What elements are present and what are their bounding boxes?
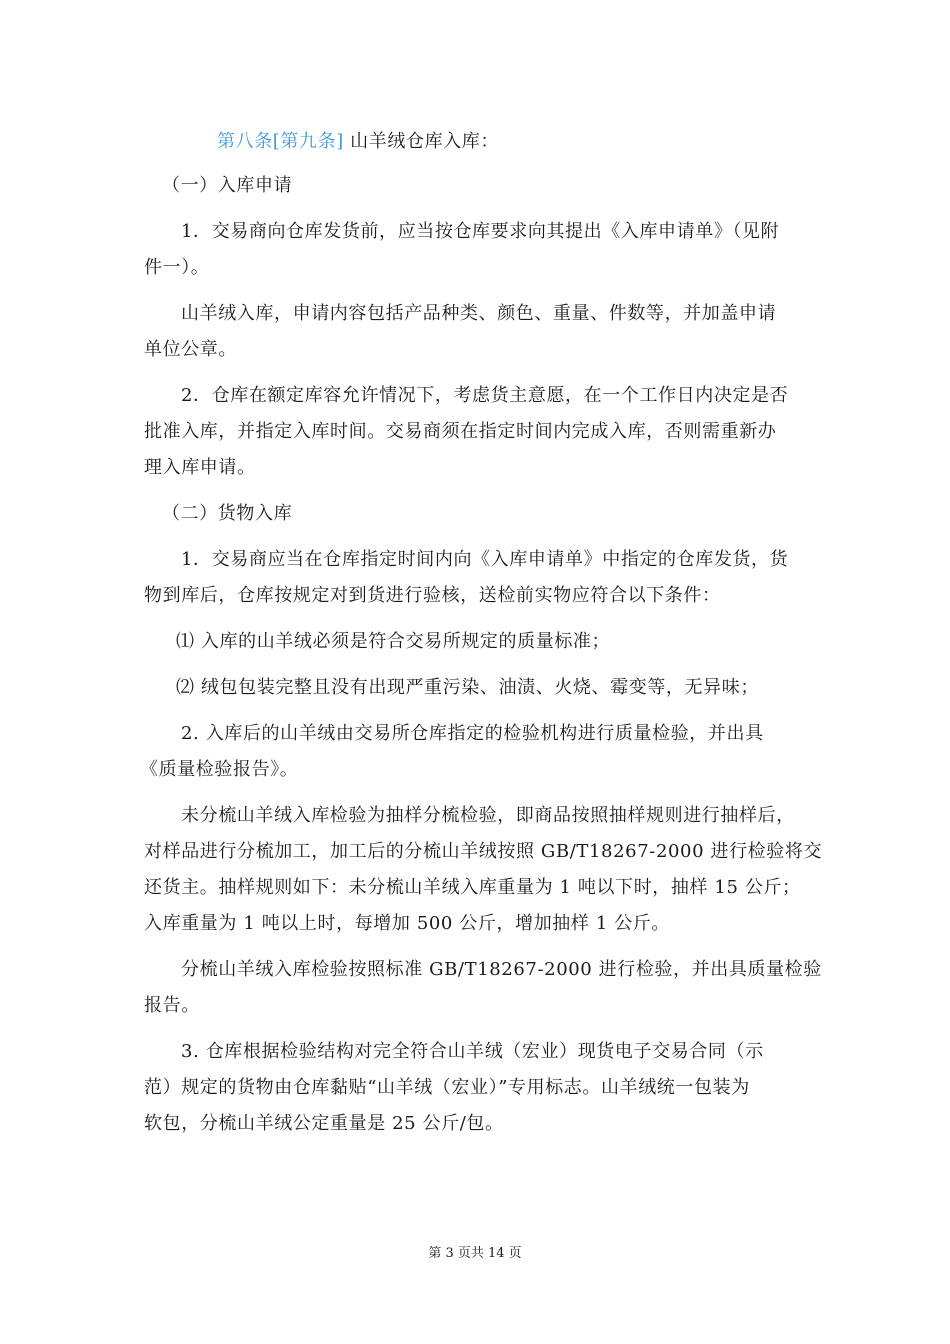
s2-para-4-line-1: 分梳山羊绒入库检验按照标准 GB/T18267-2000 进行检验，并出具质量检验	[181, 959, 822, 980]
s2-para-5-line-1: 3. 仓库根据检验结构对完全符合山羊绒（宏业）现货电子交易合同（示	[181, 1041, 764, 1062]
s2-condition-2: ⑵ 绒包包装完整且没有出现严重污染、油渍、火烧、霉变等，无异味；	[176, 677, 759, 698]
s2-condition-1: ⑴ 入库的山羊绒必须是符合交易所规定的质量标准；	[176, 631, 611, 652]
article-heading	[217, 130, 499, 154]
page-number-footer: 第 3 页共 14 页	[428, 1246, 522, 1261]
s2-para-2-line-2: 《质量检验报告》。	[140, 759, 299, 780]
s2-para-3-line-2: 对样品进行分梳加工，加工后的分梳山羊绒按照 GB/T18267-2000 进行检验将交	[144, 841, 823, 862]
s2-para-1-line-1: 1．交易商应当在仓库指定时间内向《入库申请单》中指定的仓库发货，货	[181, 549, 789, 570]
s2-para-1-line-2: 物到库后，仓库按规定对到货进行验核，送检前实物应符合以下条件：	[144, 585, 721, 606]
s2-para-4-line-2: 报告。	[144, 995, 200, 1016]
s1-para-2-line-1: 山羊绒入库，申请内容包括产品种类、颜色、重量、件数等，并加盖申请	[181, 303, 777, 324]
s2-para-3-line-3: 还货主。抽样规则如下：未分梳山羊绒入库重量为 1 吨以下时，抽样 15 公斤；	[144, 877, 801, 898]
s1-para-2-line-2: 单位公章。	[144, 339, 237, 360]
s1-para-3-line-2: 批准入库，并指定入库时间。交易商须在指定时间内完成入库，否则需重新办	[144, 421, 777, 442]
s2-para-3-line-4: 入库重量为 1 吨以上时，每增加 500 公斤，增加抽样 1 公斤。	[144, 913, 670, 934]
article-title: 山羊绒仓库入库：	[343, 131, 499, 152]
s2-para-5-line-2: 范）规定的货物由仓库黏贴“山羊绒（宏业）”专用标志。山羊绒统一包装为	[144, 1077, 750, 1098]
s2-para-3-line-1: 未分梳山羊绒入库检验为抽样分梳检验，即商品按照抽样规则进行抽样后，	[181, 805, 795, 826]
article-number-link[interactable]: 第八条[第九条]	[217, 131, 344, 152]
s1-para-1-line-2: 件一）。	[144, 257, 210, 278]
s1-para-3-line-3: 理入库申请。	[144, 457, 256, 478]
s1-para-3-line-1: 2．仓库在额定库容允许情况下，考虑货主意愿，在一个工作日内决定是否	[181, 385, 789, 406]
section-1-title: （一）入库申请	[162, 175, 293, 196]
s1-para-1-line-1: 1．交易商向仓库发货前，应当按仓库要求向其提出《入库申请单》（见附	[181, 221, 780, 242]
section-2-title: （二）货物入库	[162, 503, 293, 524]
s2-para-5-line-3: 软包，分梳山羊绒公定重量是 25 公斤/包。	[144, 1113, 504, 1134]
s2-para-2-line-1: 2. 入库后的山羊绒由交易所仓库指定的检验机构进行质量检验，并出具	[181, 723, 764, 744]
